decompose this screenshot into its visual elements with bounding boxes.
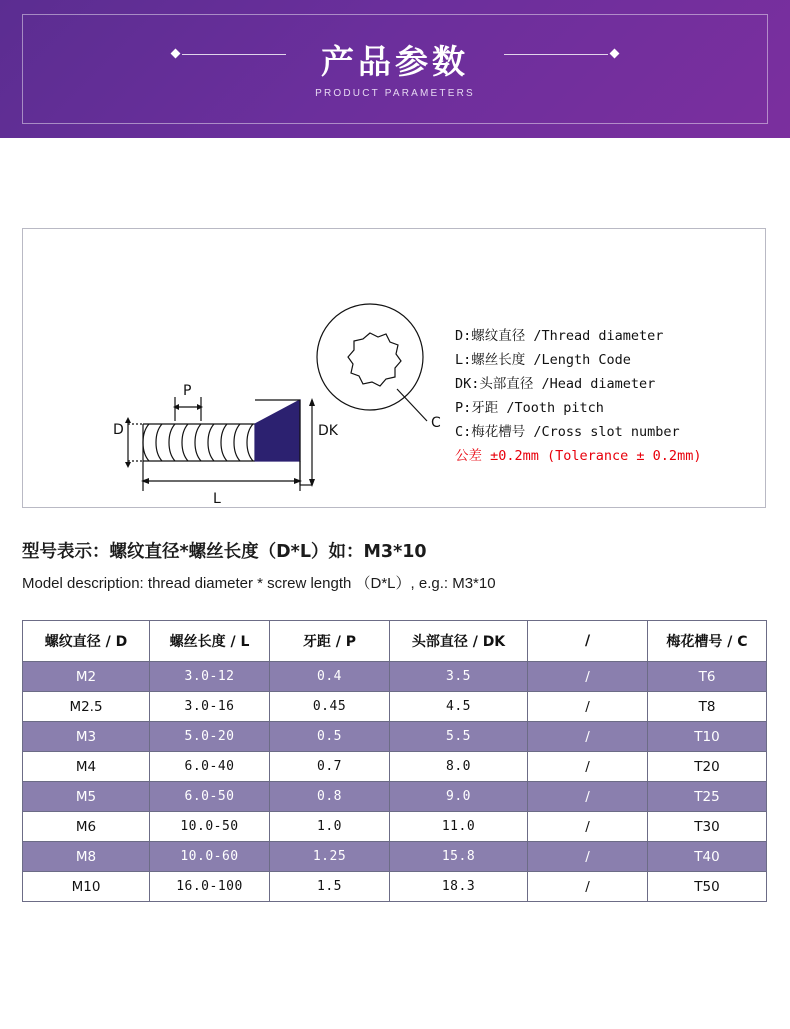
specification-table — [22, 620, 767, 902]
page-subtitle: PRODUCT PARAMETERS — [315, 88, 475, 99]
cell-blank: / — [528, 782, 648, 812]
cell-screw-length: 10.0-60 — [150, 842, 270, 872]
cell-thread-diameter: M3 — [23, 722, 150, 752]
label-l: L — [213, 491, 221, 507]
label-d: D — [113, 422, 124, 438]
cell-torx-code: T40 — [648, 842, 767, 872]
cell-pitch: 0.5 — [270, 722, 390, 752]
cell-thread-diameter: M2 — [23, 662, 150, 692]
cell-blank: / — [528, 692, 648, 722]
cell-torx-code: T30 — [648, 812, 767, 842]
cell-blank: / — [528, 842, 648, 872]
cell-thread-diameter: M6 — [23, 812, 150, 842]
cell-blank: / — [528, 752, 648, 782]
screw-diagram-card — [22, 228, 766, 508]
legend-item-p: P:牙距 /Tooth pitch — [455, 400, 604, 416]
cell-pitch: 0.7 — [270, 752, 390, 782]
cell-blank: / — [528, 662, 648, 692]
cell-torx-code: T20 — [648, 752, 767, 782]
table-header-row — [23, 621, 767, 662]
cell-pitch: 1.25 — [270, 842, 390, 872]
label-p: P — [183, 383, 192, 399]
model-description-cn: 型号表示：螺纹直径*螺丝长度（D*L）如：M3*10 — [22, 542, 427, 562]
table-row — [23, 872, 767, 902]
cell-thread-diameter: M4 — [23, 752, 150, 782]
cell-head-diameter: 5.5 — [390, 722, 528, 752]
cell-screw-length: 6.0-40 — [150, 752, 270, 782]
label-dk: DK — [318, 423, 338, 439]
cell-torx-code: T25 — [648, 782, 767, 812]
cell-screw-length: 3.0-12 — [150, 662, 270, 692]
cell-screw-length: 3.0-16 — [150, 692, 270, 722]
cell-pitch: 1.0 — [270, 812, 390, 842]
cell-pitch: 1.5 — [270, 872, 390, 902]
table-row — [23, 692, 767, 722]
diagram-legend — [455, 324, 701, 468]
table-row — [23, 842, 767, 872]
cell-head-diameter: 15.8 — [390, 842, 528, 872]
cell-thread-diameter: M2.5 — [23, 692, 150, 722]
table-header-cell: 梅花槽号 / C — [648, 621, 767, 662]
label-c: C — [431, 415, 441, 431]
cell-torx-code: T10 — [648, 722, 767, 752]
table-row — [23, 782, 767, 812]
torx-star-shape — [348, 333, 401, 386]
countersunk-head-fill — [255, 400, 300, 461]
cell-pitch: 0.45 — [270, 692, 390, 722]
cell-head-diameter: 3.5 — [390, 662, 528, 692]
cell-head-diameter: 11.0 — [390, 812, 528, 842]
thread-helix — [143, 424, 253, 461]
cell-pitch: 0.4 — [270, 662, 390, 692]
table-row — [23, 722, 767, 752]
table-header-cell: 牙距 / P — [270, 621, 390, 662]
cell-blank: / — [528, 812, 648, 842]
table-row — [23, 662, 767, 692]
cell-thread-diameter: M10 — [23, 872, 150, 902]
model-description-en: Model description: thread diameter * screw length （D*L）, e.g.: M3*10 — [22, 575, 496, 592]
page-title: 产品参数 — [321, 42, 469, 81]
cell-screw-length: 5.0-20 — [150, 722, 270, 752]
cell-head-diameter: 8.0 — [390, 752, 528, 782]
cell-blank: / — [528, 722, 648, 752]
table-row — [23, 812, 767, 842]
cell-screw-length: 10.0-50 — [150, 812, 270, 842]
cell-torx-code: T6 — [648, 662, 767, 692]
page-header-banner — [0, 0, 790, 138]
cell-blank: / — [528, 872, 648, 902]
cell-thread-diameter: M5 — [23, 782, 150, 812]
table-row — [23, 752, 767, 782]
legend-item-d: D:螺纹直径 /Thread diameter — [455, 328, 664, 344]
table-header-cell: 螺丝长度 / L — [150, 621, 270, 662]
cell-head-diameter: 9.0 — [390, 782, 528, 812]
cell-pitch: 0.8 — [270, 782, 390, 812]
cell-screw-length: 6.0-50 — [150, 782, 270, 812]
table-header-cell: 螺纹直径 / D — [23, 621, 150, 662]
table-header-cell: 头部直径 / DK — [390, 621, 528, 662]
torx-outer-circle — [317, 304, 423, 410]
cell-torx-code: T50 — [648, 872, 767, 902]
cell-head-diameter: 4.5 — [390, 692, 528, 722]
cell-head-diameter: 18.3 — [390, 872, 528, 902]
c-leader-line — [397, 389, 427, 421]
legend-item-l: L:螺丝长度 /Length Code — [455, 352, 631, 368]
cell-screw-length: 16.0-100 — [150, 872, 270, 902]
cell-torx-code: T8 — [648, 692, 767, 722]
cell-thread-diameter: M8 — [23, 842, 150, 872]
table-header-cell: / — [528, 621, 648, 662]
legend-item-dk: DK:头部直径 /Head diameter — [455, 376, 656, 392]
legend-item-c: C:梅花槽号 /Cross slot number — [455, 424, 680, 440]
legend-tolerance-note: 公差 ±0.2mm (Tolerance ± 0.2mm) — [455, 448, 702, 464]
